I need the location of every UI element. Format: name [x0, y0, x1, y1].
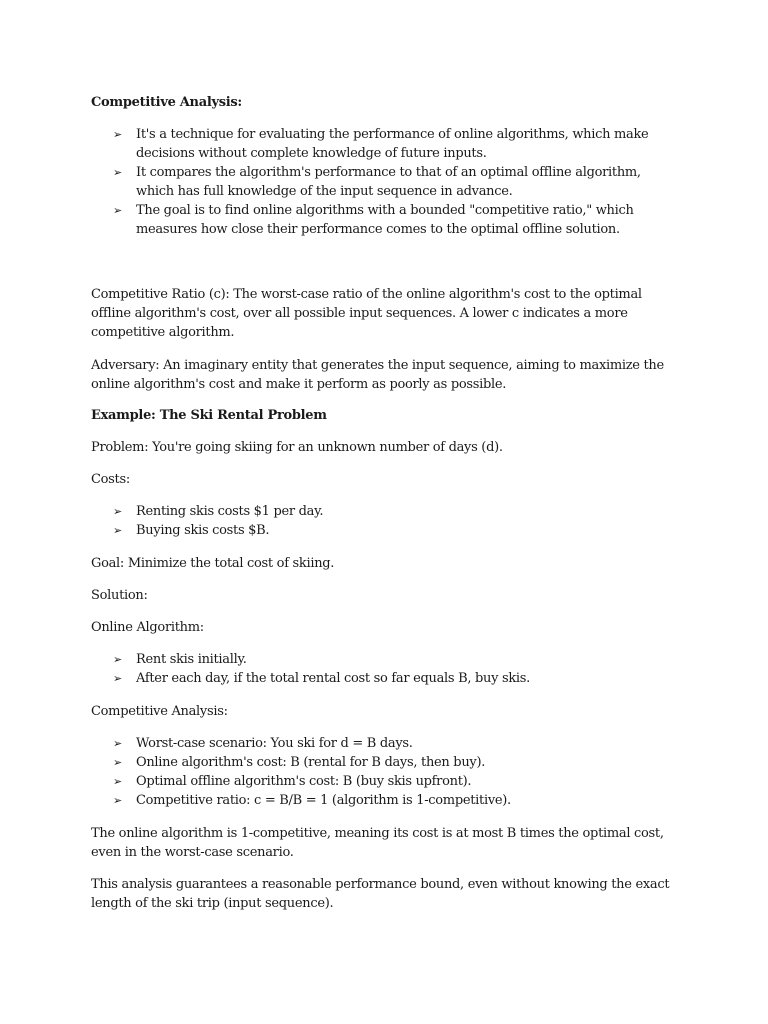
goal-paragraph: Goal: Minimize the total cost of skiing.	[91, 556, 335, 571]
list-item: ➢ After each day, if the total rental cost so far equals B, buy skis.	[113, 671, 530, 686]
arrow-bullet-icon: ➢	[113, 128, 122, 141]
list-item: ➢ Competitive ratio: c = B/B = 1 (algorithm is 1-competitive).	[113, 793, 511, 808]
competitive-analysis-label: Competitive Analysis:	[91, 704, 228, 719]
arrow-bullet-icon: ➢	[113, 524, 122, 537]
conclusion-paragraph-1: The online algorithm is 1-competitive, meaning its cost is at most B times the optimal cost, even in the worst-case scenario.	[91, 826, 664, 860]
list-item: ➢ It's a technique for evaluating the performance of online algorithms, which make decisions without complete knowledge of future inputs.	[113, 127, 649, 161]
costs-list	[91, 502, 681, 540]
arrow-bullet-icon: ➢	[113, 672, 122, 685]
competitive-analysis-list	[91, 125, 681, 239]
list-item: ➢ Online algorithm's cost: B (rental for B days, then buy).	[113, 755, 486, 770]
costs-label: Costs:	[91, 472, 130, 487]
example-heading: Example: The Ski Rental Problem	[91, 408, 327, 423]
arrow-bullet-icon: ➢	[113, 653, 122, 666]
list-item: ➢ Rent skis initially.	[113, 652, 247, 667]
arrow-bullet-icon: ➢	[113, 204, 122, 217]
online-algorithm-label: Online Algorithm:	[91, 620, 204, 635]
list-item: ➢ It compares the algorithm's performance to that of an optimal offline algorithm, which has full knowledge of the input sequence in advance.	[113, 165, 641, 199]
solution-label: Solution:	[91, 588, 148, 603]
competitive-ratio-paragraph: Competitive Ratio (c): The worst-case ratio of the online algorithm's cost to the optimal offline algorithm's cost, over all possible input sequences. A lower c indicates a more competitive algorithm.	[91, 287, 642, 340]
list-item: ➢ Worst-case scenario: You ski for d = B days.	[113, 736, 413, 751]
arrow-bullet-icon: ➢	[113, 737, 122, 750]
adversary-paragraph: Adversary: An imaginary entity that generates the input sequence, aiming to maximize the online algorithm's cost and make it perform as poorly as possible.	[91, 358, 664, 392]
list-item: ➢ Optimal offline algorithm's cost: B (buy skis upfront).	[113, 774, 472, 789]
arrow-bullet-icon: ➢	[113, 756, 122, 769]
arrow-bullet-icon: ➢	[113, 166, 122, 179]
problem-paragraph: Problem: You're going skiing for an unknown number of days (d).	[91, 440, 503, 455]
online-algorithm-list	[91, 650, 681, 688]
arrow-bullet-icon: ➢	[113, 505, 122, 518]
list-item: ➢ Buying skis costs $B.	[113, 523, 270, 538]
section-heading-competitive-analysis: Competitive Analysis:	[91, 95, 242, 110]
list-item: ➢ Renting skis costs $1 per day.	[113, 504, 324, 519]
list-item: ➢ The goal is to find online algorithms with a bounded "competitive ratio," which measures how close their performance comes to the optimal offline solution.	[113, 203, 634, 237]
arrow-bullet-icon: ➢	[113, 794, 122, 807]
arrow-bullet-icon: ➢	[113, 775, 122, 788]
competitive-analysis-steps	[91, 734, 681, 810]
conclusion-paragraph-2: This analysis guarantees a reasonable performance bound, even without knowing the exact length of the ski trip (input sequence).	[91, 877, 670, 911]
